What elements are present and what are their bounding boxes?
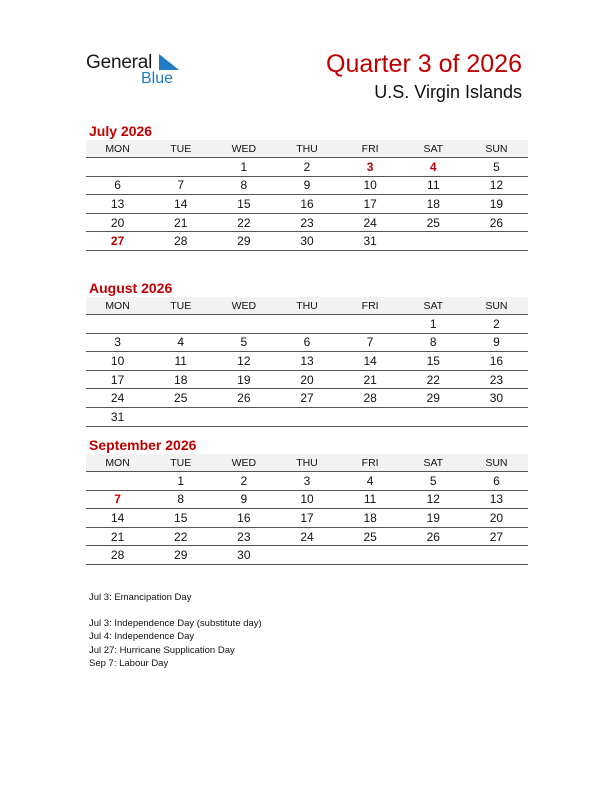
weekday-header: SAT	[402, 297, 465, 315]
month-block-july	[86, 122, 528, 251]
day-cell: 24	[339, 213, 402, 232]
empty-day-cell	[212, 315, 275, 334]
day-cell: 11	[149, 352, 212, 371]
day-cell: 12	[402, 490, 465, 509]
day-cell: 17	[339, 195, 402, 214]
day-cell: 2	[275, 158, 338, 177]
day-cell: 1	[149, 472, 212, 491]
day-cell: 23	[212, 527, 275, 546]
day-cell: 25	[149, 389, 212, 408]
holiday-item: Sep 7: Labour Day	[89, 657, 169, 669]
weekday-header: TUE	[149, 454, 212, 472]
day-cell: 22	[402, 370, 465, 389]
holiday-list	[89, 591, 262, 670]
weekday-header: TUE	[149, 140, 212, 158]
empty-day-cell	[465, 407, 528, 426]
day-cell: 21	[339, 370, 402, 389]
day-cell: 5	[212, 333, 275, 352]
empty-day-cell	[465, 546, 528, 565]
day-cell: 9	[212, 490, 275, 509]
day-cell: 15	[402, 352, 465, 371]
day-cell: 26	[402, 527, 465, 546]
day-cell: 26	[212, 389, 275, 408]
empty-day-cell	[465, 232, 528, 251]
day-cell: 1	[402, 315, 465, 334]
week-row	[86, 370, 528, 389]
weekday-header: SAT	[402, 454, 465, 472]
day-cell: 3	[275, 472, 338, 491]
day-cell: 7	[86, 490, 149, 509]
day-cell: 14	[86, 509, 149, 528]
month-calendar-table	[86, 140, 528, 251]
weekday-header: FRI	[339, 140, 402, 158]
empty-day-cell	[149, 158, 212, 177]
empty-day-cell	[402, 232, 465, 251]
week-row	[86, 176, 528, 195]
weekday-header: TUE	[149, 297, 212, 315]
day-cell: 31	[339, 232, 402, 251]
weekday-header: WED	[212, 297, 275, 315]
month-title: August 2026	[89, 280, 173, 296]
week-row	[86, 195, 528, 214]
holiday-item: Jul 27: Hurricane Supplication Day	[89, 644, 235, 656]
empty-day-cell	[339, 407, 402, 426]
day-cell: 5	[402, 472, 465, 491]
day-cell: 1	[212, 158, 275, 177]
page-title: Quarter 3 of 2026	[326, 50, 522, 78]
day-cell: 8	[149, 490, 212, 509]
day-cell: 24	[275, 527, 338, 546]
logo-triangle-icon	[157, 54, 179, 70]
day-cell: 5	[465, 158, 528, 177]
empty-day-cell	[402, 407, 465, 426]
empty-day-cell	[212, 407, 275, 426]
day-cell: 28	[149, 232, 212, 251]
day-cell: 13	[86, 195, 149, 214]
week-row	[86, 232, 528, 251]
weekday-header: THU	[275, 297, 338, 315]
week-row	[86, 389, 528, 408]
logo-text-general: General	[86, 52, 153, 73]
day-cell: 18	[339, 509, 402, 528]
day-cell: 18	[402, 195, 465, 214]
month-block-august	[86, 279, 528, 427]
day-cell: 9	[275, 176, 338, 195]
day-cell: 31	[86, 407, 149, 426]
empty-day-cell	[149, 315, 212, 334]
empty-day-cell	[86, 158, 149, 177]
day-cell: 25	[402, 213, 465, 232]
day-cell: 29	[149, 546, 212, 565]
day-cell: 4	[402, 158, 465, 177]
day-cell: 7	[339, 333, 402, 352]
holiday-item: Jul 3: Independence Day (substitute day)	[89, 618, 262, 630]
empty-day-cell	[275, 407, 338, 426]
day-cell: 17	[275, 509, 338, 528]
weekday-header-row	[86, 140, 528, 158]
day-cell: 9	[465, 333, 528, 352]
empty-day-cell	[339, 315, 402, 334]
week-row	[86, 407, 528, 426]
day-cell: 11	[339, 490, 402, 509]
day-cell: 19	[402, 509, 465, 528]
day-cell: 20	[86, 213, 149, 232]
weekday-header: WED	[212, 140, 275, 158]
day-cell: 4	[339, 472, 402, 491]
day-cell: 16	[275, 195, 338, 214]
day-cell: 24	[86, 389, 149, 408]
empty-day-cell	[339, 546, 402, 565]
day-cell: 17	[86, 370, 149, 389]
day-cell: 29	[402, 389, 465, 408]
weekday-header: SAT	[402, 140, 465, 158]
day-cell: 8	[212, 176, 275, 195]
week-row	[86, 213, 528, 232]
weekday-header: WED	[212, 454, 275, 472]
day-cell: 10	[275, 490, 338, 509]
day-cell: 27	[86, 232, 149, 251]
day-cell: 28	[339, 389, 402, 408]
day-cell: 15	[212, 195, 275, 214]
generalblue-logo	[86, 50, 186, 90]
week-row	[86, 527, 528, 546]
day-cell: 14	[149, 195, 212, 214]
day-cell: 12	[465, 176, 528, 195]
empty-day-cell	[149, 407, 212, 426]
day-cell: 11	[402, 176, 465, 195]
week-row	[86, 509, 528, 528]
week-row	[86, 315, 528, 334]
empty-day-cell	[275, 546, 338, 565]
day-cell: 19	[212, 370, 275, 389]
day-cell: 21	[86, 527, 149, 546]
day-cell: 6	[465, 472, 528, 491]
holiday-item: Jul 3: Emancipation Day	[89, 592, 192, 603]
empty-day-cell	[275, 315, 338, 334]
day-cell: 14	[339, 352, 402, 371]
day-cell: 23	[465, 370, 528, 389]
day-cell: 22	[149, 527, 212, 546]
day-cell: 20	[465, 509, 528, 528]
month-calendar-table	[86, 454, 528, 565]
day-cell: 10	[86, 352, 149, 371]
weekday-header: FRI	[339, 297, 402, 315]
day-cell: 29	[212, 232, 275, 251]
logo-text-blue: Blue	[141, 70, 174, 87]
weekday-header: MON	[86, 297, 149, 315]
month-calendar-table	[86, 297, 528, 427]
empty-day-cell	[86, 472, 149, 491]
month-title: July 2026	[89, 123, 153, 139]
day-cell: 2	[212, 472, 275, 491]
day-cell: 22	[212, 213, 275, 232]
week-row	[86, 158, 528, 177]
day-cell: 3	[86, 333, 149, 352]
day-cell: 28	[86, 546, 149, 565]
day-cell: 21	[149, 213, 212, 232]
month-block-september	[86, 436, 528, 565]
day-cell: 20	[275, 370, 338, 389]
week-row	[86, 352, 528, 371]
day-cell: 10	[339, 176, 402, 195]
day-cell: 15	[149, 509, 212, 528]
day-cell: 12	[212, 352, 275, 371]
weekday-header: THU	[275, 140, 338, 158]
month-title: September 2026	[89, 437, 197, 453]
day-cell: 16	[212, 509, 275, 528]
day-cell: 30	[212, 546, 275, 565]
day-cell: 4	[149, 333, 212, 352]
day-cell: 3	[339, 158, 402, 177]
weekday-header: SUN	[465, 454, 528, 472]
empty-day-cell	[402, 546, 465, 565]
weekday-header-row	[86, 297, 528, 315]
day-cell: 7	[149, 176, 212, 195]
empty-day-cell	[86, 315, 149, 334]
weekday-header: SUN	[465, 140, 528, 158]
week-row	[86, 472, 528, 491]
day-cell: 30	[465, 389, 528, 408]
holiday-list-spacer	[89, 604, 262, 617]
day-cell: 6	[275, 333, 338, 352]
weekday-header: FRI	[339, 454, 402, 472]
day-cell: 26	[465, 213, 528, 232]
day-cell: 16	[465, 352, 528, 371]
day-cell: 13	[465, 490, 528, 509]
day-cell: 27	[275, 389, 338, 408]
holiday-item: Jul 4: Independence Day	[89, 631, 195, 643]
day-cell: 18	[149, 370, 212, 389]
day-cell: 23	[275, 213, 338, 232]
weekday-header-row	[86, 454, 528, 472]
weekday-header: MON	[86, 140, 149, 158]
page-subtitle: U.S. Virgin Islands	[374, 82, 522, 102]
week-row	[86, 490, 528, 509]
weekday-header: THU	[275, 454, 338, 472]
weekday-header: SUN	[465, 297, 528, 315]
day-cell: 27	[465, 527, 528, 546]
day-cell: 25	[339, 527, 402, 546]
week-row	[86, 546, 528, 565]
day-cell: 8	[402, 333, 465, 352]
day-cell: 30	[275, 232, 338, 251]
day-cell: 2	[465, 315, 528, 334]
week-row	[86, 333, 528, 352]
day-cell: 6	[86, 176, 149, 195]
day-cell: 13	[275, 352, 338, 371]
weekday-header: MON	[86, 454, 149, 472]
day-cell: 19	[465, 195, 528, 214]
